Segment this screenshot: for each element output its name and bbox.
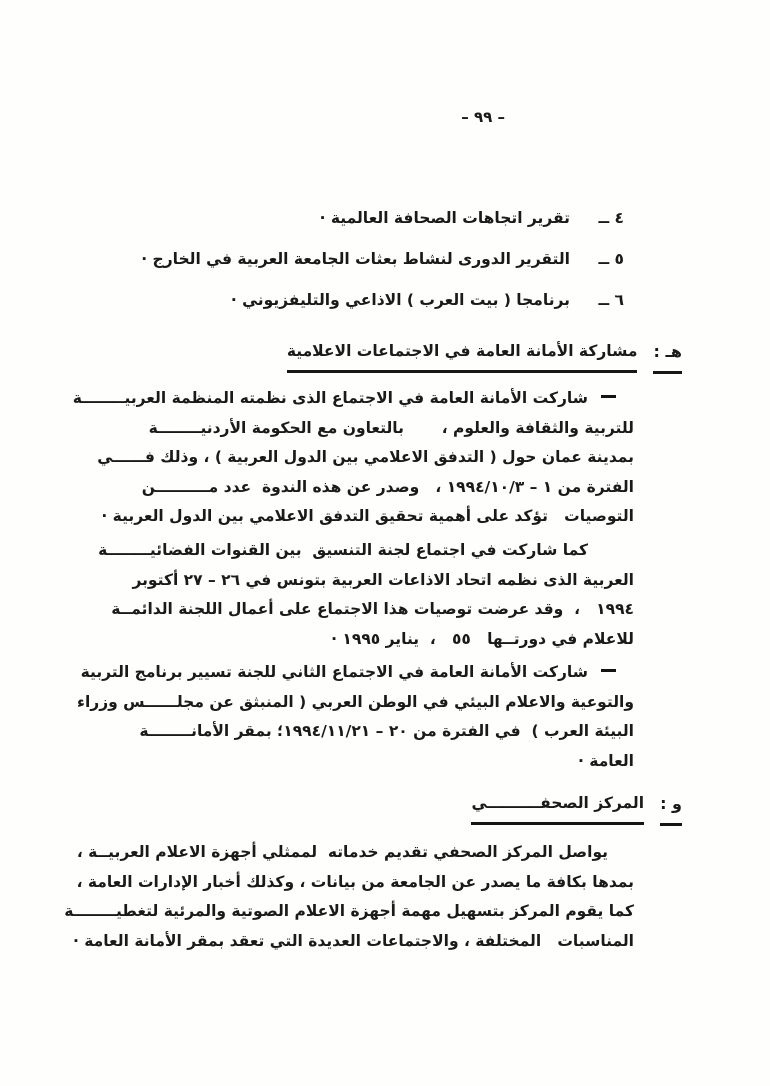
- list-item-text: التقرير الدورى لنشاط بعثات الجامعة العربية في الخارج ·: [141, 250, 570, 268]
- section-title: مشاركة الأمانة العامة في الاجتماعات الاعلامية: [287, 342, 638, 373]
- paragraph-line: للتربية والثقافة والعلوم ، بالتعاون مع الحكومة الأردنيــــــــة: [148, 418, 634, 437]
- paragraph-line: المناسبات المختلفة ، والاجتماعات العديدة التي تعقد بمقر الأمانة العامة ·: [72, 931, 634, 950]
- section-heading-e: [287, 342, 682, 374]
- paragraph: [72, 384, 634, 532]
- paragraph-line: بمدينة عمان حول ( التدفق الاعلامي بين الدول العربية ) ، وذلك فــــــي: [97, 448, 634, 466]
- list-item-number: ٤ ــ: [598, 209, 624, 227]
- section-marker: و :: [660, 794, 682, 826]
- paragraph: [89, 536, 634, 654]
- paragraph-line: العامة ·: [578, 751, 634, 770]
- list-item: [64, 247, 624, 271]
- paragraph: [64, 838, 634, 956]
- list-item-number: ٦ ــ: [598, 291, 624, 309]
- paragraph-line: العربية الذى نظمه اتحاد الاذاعات العربية بتونس في ٢٦ – ٢٧ أكتوبر: [132, 570, 634, 589]
- list-item-number: ٥ ــ: [598, 250, 624, 268]
- numbered-list: [64, 206, 624, 329]
- section-title: المركز الصحفــــــــــي: [471, 794, 644, 825]
- paragraph-line: التوصيات تؤكد على أهمية تحقيق التدفق الاعلامي بين الدول العربية ·: [101, 507, 634, 525]
- page-number: – ٩٩ –: [461, 108, 505, 126]
- list-item-text: تقرير اتجاهات الصحافة العالمية ·: [319, 209, 570, 227]
- paragraph-line: شاركت الأمانة العامة في الاجتماع الثاني للجنة تسيير برنامج التربية: [80, 663, 588, 681]
- paragraph-line: شاركت الأمانة العامة في الاجتماع الذى نظمته المنظمة العربيــــــــة: [72, 389, 588, 407]
- paragraph-line: يواصل المركز الصحفي تقديم خدماته لممثلي أجهزة الاعلام العربيــة ،: [76, 843, 608, 861]
- list-item-text: برنامجا ( بيت العرب ) الاذاعي والتليفزيوني ·: [230, 291, 570, 309]
- paragraph: [77, 658, 634, 776]
- paragraph-line: ١٩٩٤ ، وقد عرضت توصيات هذا الاجتماع على أعمال اللجنة الدائمــة: [111, 600, 634, 618]
- paragraph-line: كما يقوم المركز بتسهيل مهمة أجهزة الاعلام الصوتية والمرئية لتغطيــــــــة: [64, 902, 634, 920]
- paragraph-line: البيئة العرب ) في الفترة من ٢٠ – ١٩٩٤/١١/٢١؛ بمقر الأمانــــــــة: [139, 722, 634, 740]
- paragraph-line: كما شاركت في اجتماع لجنة التنسيق بين القنوات الفضائيــــــــة: [98, 541, 588, 559]
- paragraph-line: بمدها بكافة ما يصدر عن الجامعة من بيانات ، وكذلك أخبار الإدارات العامة ،: [76, 872, 634, 891]
- section-heading-w: [471, 794, 682, 826]
- section-marker: هـ :: [653, 342, 682, 374]
- paragraph-line: الفترة من ١ – ١٩٩٤/١٠/٣ ، وصدر عن هذه الندوة عدد مــــــــــن: [141, 477, 634, 496]
- paragraph-dash-marker: [601, 669, 616, 672]
- paragraph-line: للاعلام في دورتــها ٥٥ ، يناير ١٩٩٥ ·: [331, 629, 634, 648]
- paragraph-line: والتوعية والاعلام البيئي في الوطن العربي ( المنبثق عن مجلــــــس وزراء: [77, 692, 634, 711]
- list-item: [64, 206, 624, 230]
- list-item: [64, 288, 624, 312]
- paragraph-dash-marker: [601, 395, 616, 398]
